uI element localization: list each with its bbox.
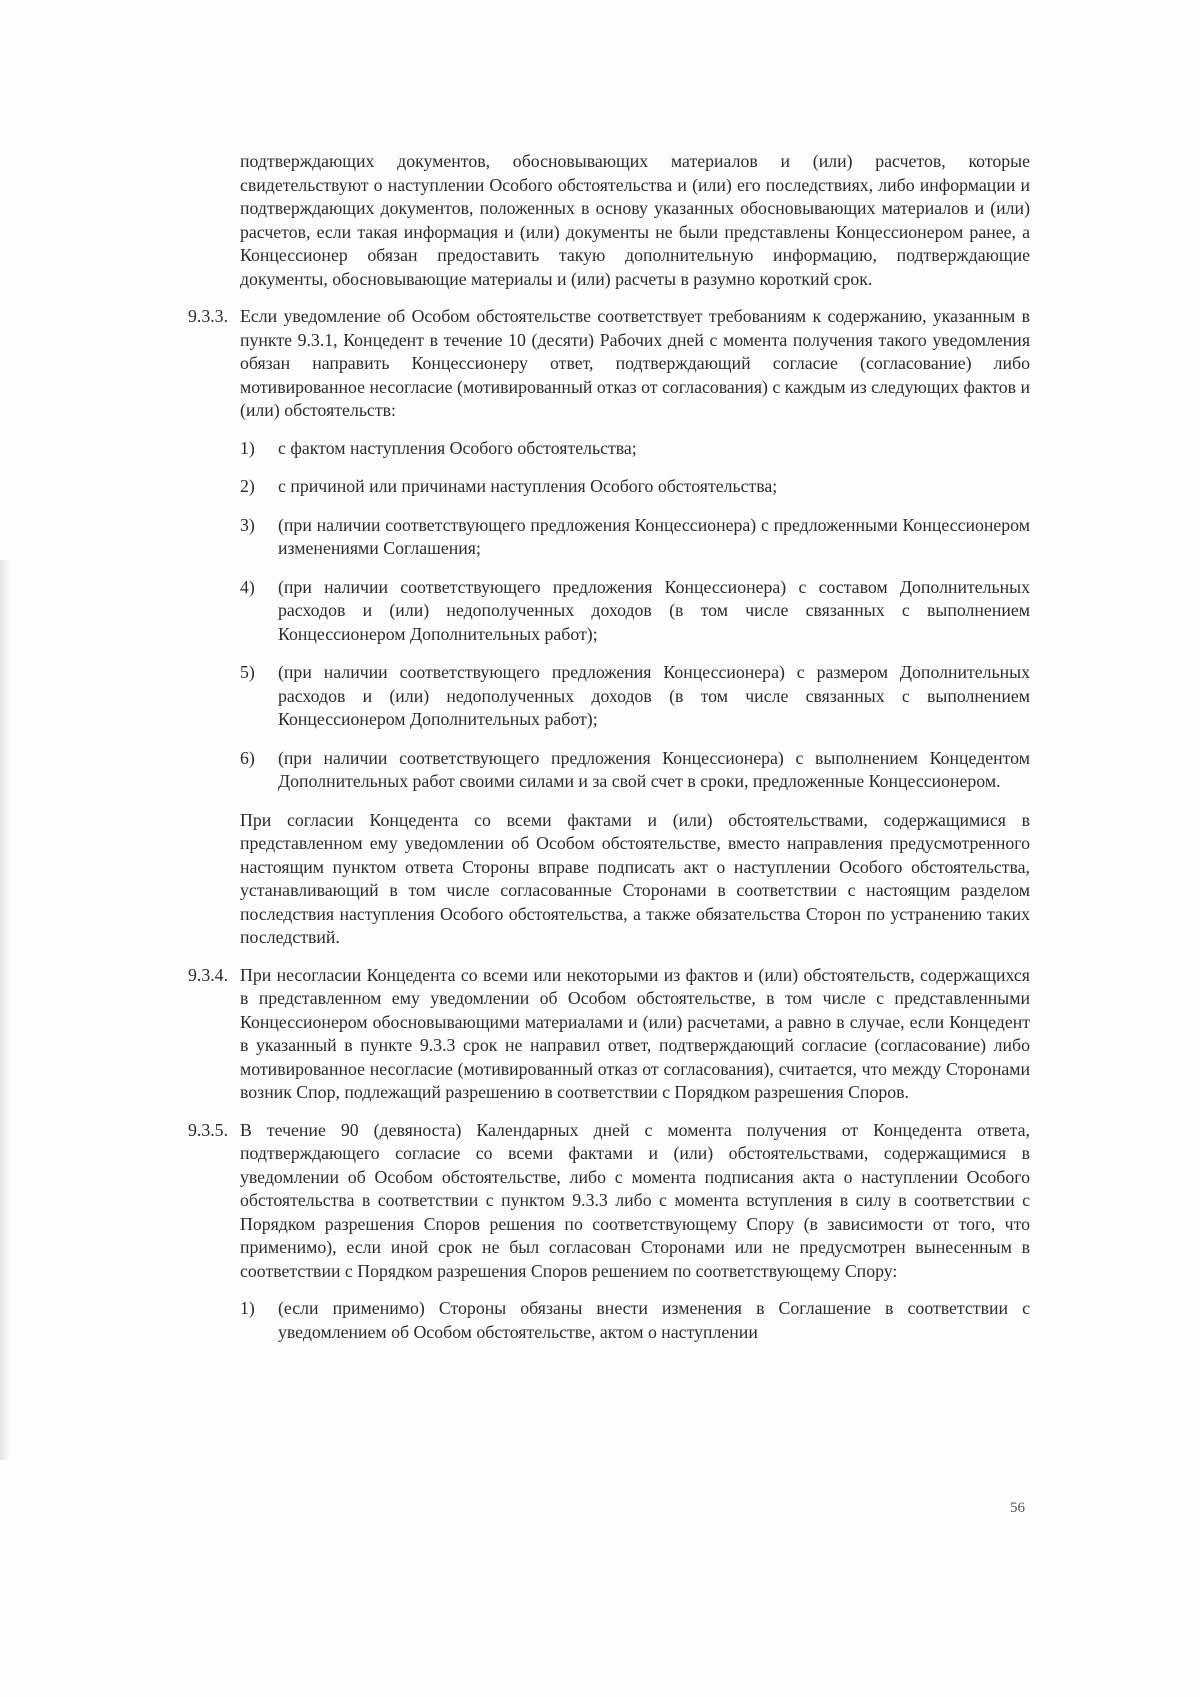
list-item <box>240 661 1030 732</box>
list-item-text: (при наличии соответствующего предложения Концессионера) с составом Дополнительных расходов и (или) недополученных доходов (в том числе связанных с выполнением Концессионером Дополнительных работ); <box>278 576 1030 644</box>
list-item-text: (при наличии соответствующего предложения Концессионера) с размером Дополнительных расходов и (или) недополученных доходов (в том числе связанных с выполнением Концессионером Дополнительных работ); <box>278 662 1030 729</box>
list-item-number: 4) <box>240 576 255 597</box>
list-item-number: 3) <box>240 514 255 535</box>
list-item-text: с фактом наступления Особого обстоятельства; <box>278 437 637 458</box>
list-item <box>240 514 1030 561</box>
section-closing-paragraph: При согласии Концедента со всеми фактами и (или) обстоятельствами, содержащимися в представленном ему уведомлении об Особом обстоятельстве, вместо направления предусмотренного настоящим пунктом ответа Стороны вправе подписать акт о наступлении Особого обстоятельства, устанавливающий в том числе согласованные Сторонами в соответствии с настоящим разделом последствия наступления Особого обстоятельства, а также обязательства Сторон по устранению таких последствий. <box>240 809 1030 947</box>
scan-shadow <box>0 560 10 1460</box>
list-item <box>240 747 1030 794</box>
list-item-text: (если применимо) Стороны обязаны внести изменения в Соглашение в соответствии с уведомлением об Особом обстоятельстве, актом о наступлении <box>278 1298 1030 1342</box>
list-item-number: 2) <box>240 476 255 496</box>
list-item-number: 5) <box>240 662 255 682</box>
section-text: Если уведомление об Особом обстоятельстве соответствует требованиям к содержанию, указанным в пункте 9.3.1, Концедент в течение 10 (десяти) Рабочих дней с момента получения такого уведомления обязан направить Концессионеру ответ, подтверждающий согласие (согласование) либо мотивированное несогласие (мотивированный отказ от согласования) с каждым из следующих фактов и (или) обстоятельств: <box>240 306 1030 420</box>
list-item <box>240 437 1030 461</box>
section-9-3-3 <box>188 305 1030 950</box>
list-item <box>240 576 1030 647</box>
list-item-text: с причиной или причинами наступления Особого обстоятельства; <box>278 476 778 496</box>
list-item-number: 1) <box>240 437 255 458</box>
opening-paragraph: подтверждающих документов, обосновывающих материалов и (или) расчетов, которые свидетельствуют о наступлении Особого обстоятельства и (или) его последствиях, либо информации и подтверждающих документов, положенных в основу указанных обосновывающих материалов и (или) расчетов, если такая информация и (или) документы не были представлены Концессионером ранее, а Концессионер обязан предоставить такую дополнительную информацию, подтверждающие документы, обосновывающие материалы и (или) расчеты в разумно короткий срок. <box>240 151 1030 289</box>
section-number: 9.3.4. <box>188 964 229 985</box>
section-text: В течение 90 (девяноста) Календарных дней с момента получения от Концедента ответа, подтверждающего согласие со всеми фактами и (или) обстоятельствами, содержащимися в уведомлении об Особом обстоятельстве, либо с момента подписания акта о наступлении Особого обстоятельства в соответствии с пунктом 9.3.3 либо с момента вступления в силу в соответствии с Порядком разрешения Споров решения по соответствующему Спору (в зависимости от того, что применимо), если иной срок не был согласован Сторонами или не предусмотрен вынесенным в соответствии с Порядком разрешения Споров решением по соответствующему Спору: <box>240 1119 1030 1281</box>
section-list <box>240 437 1030 794</box>
section-number: 9.3.3. <box>188 306 229 326</box>
page-number: 56 <box>1010 1500 1025 1516</box>
section-list <box>240 1297 1030 1344</box>
section-9-3-5 <box>188 1119 1030 1345</box>
list-item <box>240 475 1030 499</box>
document-body <box>188 150 1030 1359</box>
section-text: При несогласии Концедента со всеми или некоторыми из фактов и (или) обстоятельств, содержащихся в представленном ему уведомлении об Особом обстоятельстве, в том числе с представленными Концессионером обосновывающими материалами и (или) расчетами, а равно в случае, если Концедент в указанный в пункте 9.3.3 срок не направил ответ, подтверждающий согласие (согласование) либо мотивированное несогласие (мотивированный отказ от согласования), считается, что между Сторонами возник Спор, подлежащий разрешению в соответствии с Порядком разрешения Споров. <box>240 964 1030 1102</box>
list-item-text: (при наличии соответствующего предложения Концессионера) с выполнением Концедентом Дополнительных работ своими силами и за свой счет в сроки, предложенные Концессионером. <box>278 747 1030 791</box>
list-item-text: (при наличии соответствующего предложения Концессионера) с предложенными Концессионером изменениями Соглашения; <box>278 514 1030 558</box>
section-9-3-4 <box>188 964 1030 1105</box>
list-item <box>240 1297 1030 1344</box>
list-item-number: 6) <box>240 747 255 768</box>
list-item-number: 1) <box>240 1298 255 1318</box>
section-number: 9.3.5. <box>188 1119 229 1140</box>
